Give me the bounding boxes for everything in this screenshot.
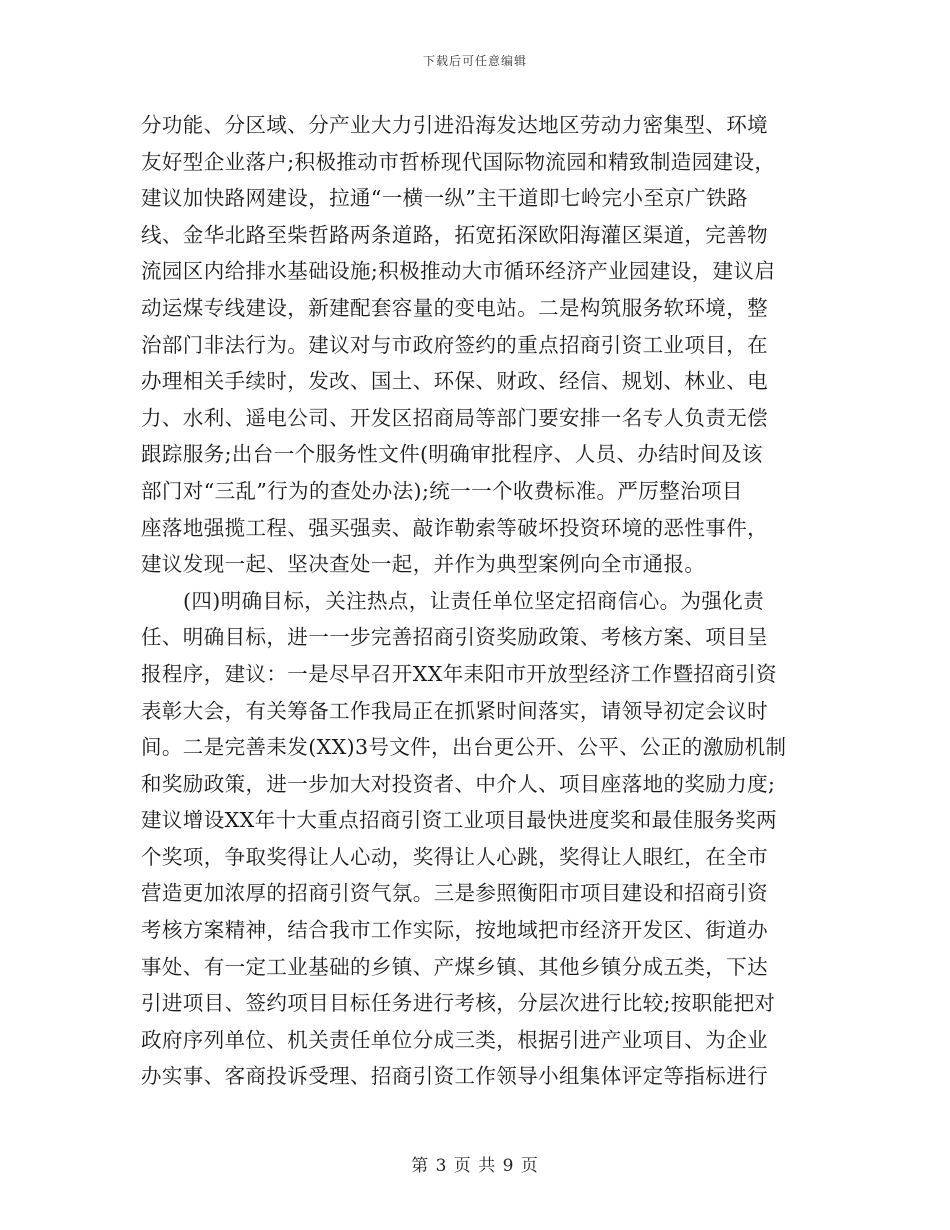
- body-line: 力、水利、遥电公司、开发区招商局等部门要安排一名专人负责无偿: [141, 405, 768, 430]
- body-line: 报程序，建议：一是尽早召开XX年耒阳市开放型经济工作暨招商引资: [141, 661, 778, 686]
- body-line: 办理相关手续时，发改、国土、环保、财政、经信、规划、林业、电: [141, 369, 768, 394]
- body-line: 表彰大会，有关筹备工作我局正在抓紧时间落实，请领导初定会议时: [141, 698, 768, 723]
- body-line: 动运煤专线建设，新建配套容量的变电站。二是构筑服务软环境，整: [141, 295, 768, 320]
- body-line: 建议增设XX年十大重点招商引资工业项目最快进度奖和最佳服务奖两: [141, 808, 778, 833]
- body-line: 政府序列单位、机关责任单位分成三类，根据引进产业项目、为企业: [141, 1027, 768, 1052]
- body-line: 分功能、分区域、分产业大力引进沿海发达地区劳动力密集型、环境: [141, 113, 768, 137]
- body-line: 部门对“三乱”行为的查处办法);统一一个收费标准。严厉整治项目: [141, 478, 743, 503]
- body-line: 线、金华北路至柴哲路两条道路，拓宽拓深欧阳海灌区渠道，完善物: [141, 222, 768, 247]
- body-line: 座落地强揽工程、强买强卖、敲诈勒索等破坏投资环境的恶性事件，: [141, 515, 768, 540]
- body-line: 和奖励政策，进一步加大对投资者、中介人、项目座落地的奖励力度;: [141, 771, 776, 796]
- body-line: 事处、有一定工业基础的乡镇、产煤乡镇、其他乡镇分成五类，下达: [141, 954, 768, 979]
- body-line: 办实事、客商投诉受理、招商引资工作领导小组集体评定等指标进行: [141, 1064, 768, 1089]
- paragraph-start-line: (四)明确目标，关注热点，让责任单位坚定招商信心。为强化责: [183, 588, 765, 613]
- body-line: 任、明确目标，进一一步完善招商引资奖励政策、考核方案、项目呈: [141, 625, 768, 650]
- body-line: 考核方案精神，结合我市工作实际，按地域把市经济开发区、街道办: [141, 918, 768, 943]
- page-footer: 第 3 页 共 9 页: [411, 1156, 539, 1176]
- body-line: 流园区内给排水基础设施;积极推动大市循环经济产业园建设，建议启: [141, 259, 776, 284]
- body-line: 建议加快路网建设，拉通“一横一纵”主干道即七岭完小至京广铁路: [141, 186, 748, 211]
- body-line: 引进项目、签约项目目标任务进行考核，分层次进行比较;按职能把对: [141, 991, 776, 1016]
- body-line: 营造更加浓厚的招商引资气氛。三是参照衡阳市项目建设和招商引资: [141, 881, 768, 906]
- body-line: 个奖项，争取奖得让人心动，奖得让人心跳，奖得让人眼红，在全市: [141, 844, 768, 869]
- page-header: 下载后可任意编辑: [422, 54, 527, 68]
- body-line: 跟踪服务;出台一个服务性文件(明确审批程序、人员、办结时间及该: [141, 442, 763, 467]
- body-line: 间。二是完善耒发(XX)3号文件，出台更公开、公平、公正的激励机制: [141, 735, 787, 760]
- body-line: 友好型企业落户;积极推动市哲桥现代国际物流园和精致制造园建设，: [141, 149, 776, 174]
- document-body: [141, 107, 811, 1095]
- body-line: 治部门非法行为。建议对与市政府签约的重点招商引资工业项目，在: [141, 332, 768, 357]
- body-line: 建议发现一起、坚决查处一起，并作为典型案例向全市通报。: [141, 552, 706, 577]
